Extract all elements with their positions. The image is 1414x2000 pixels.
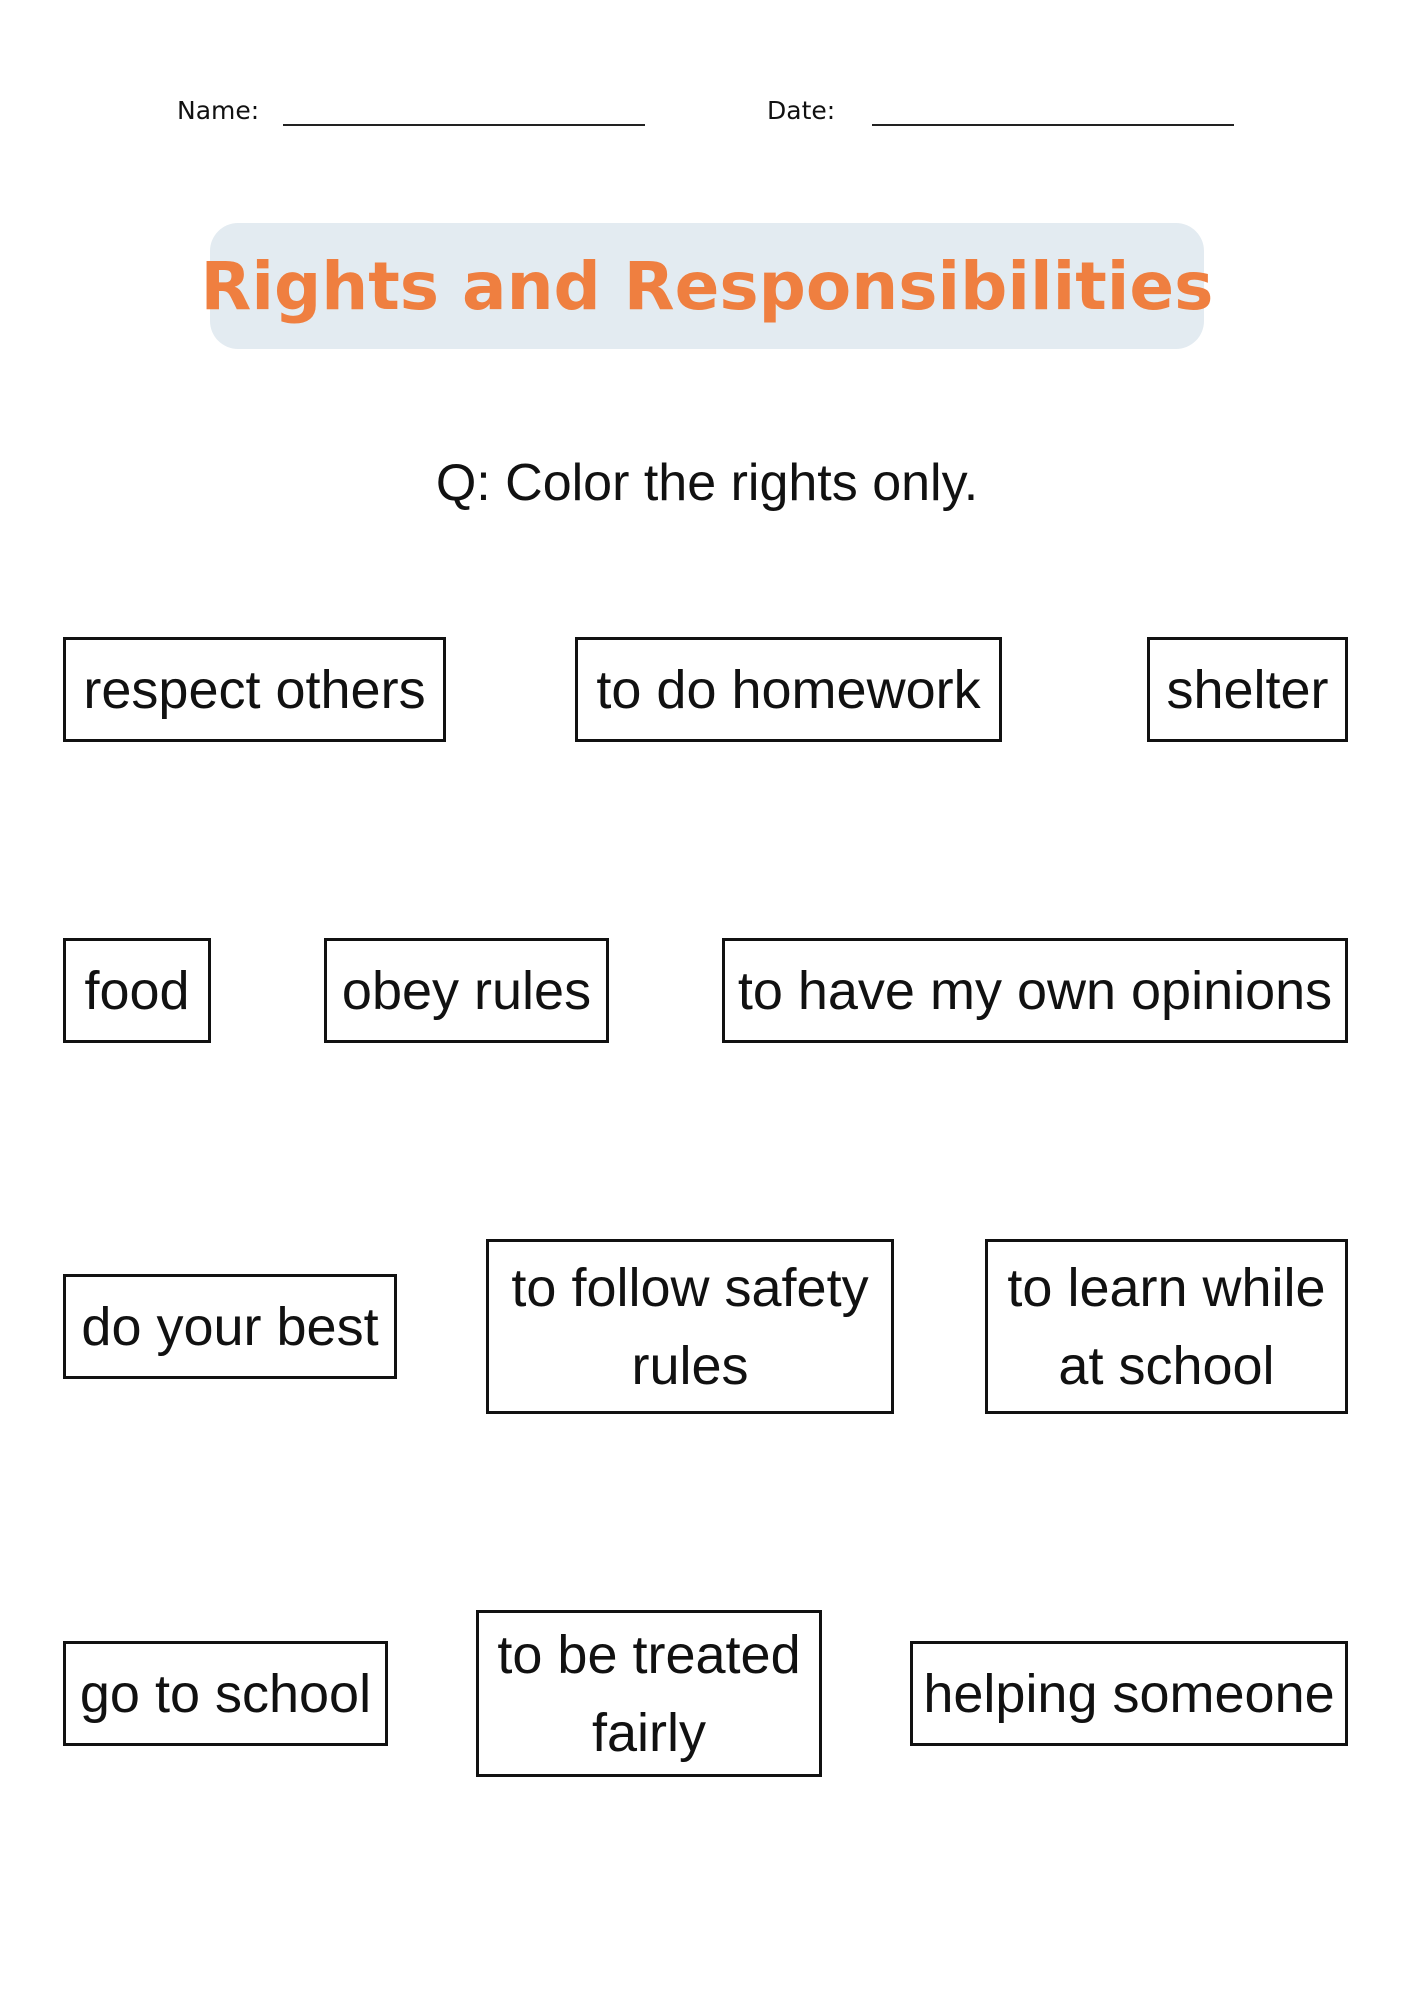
word-box-to-have-my-own-opinions[interactable]: to have my own opinions [722,938,1348,1043]
word-box-to-be-treated-fairly[interactable]: to be treated fairly [476,1610,822,1777]
word-box-respect-others[interactable]: respect others [63,637,446,742]
question-prompt: Q: Color the rights only. [435,454,979,512]
name-field[interactable] [283,124,645,126]
title-banner [200,223,1214,349]
page-title: Rights and Responsibilities [200,247,1214,325]
word-box-obey-rules[interactable]: obey rules [324,938,609,1043]
word-box-go-to-school[interactable]: go to school [63,1641,388,1746]
date-field[interactable] [872,124,1234,126]
word-box-to-learn-while-at-school[interactable]: to learn while at school [985,1239,1348,1414]
name-label: Name: [177,96,260,125]
word-box-to-follow-safety-rules[interactable]: to follow safety rules [486,1239,894,1414]
word-box-shelter[interactable]: shelter [1147,637,1348,742]
word-box-do-your-best[interactable]: do your best [63,1274,397,1379]
word-box-to-do-homework[interactable]: to do homework [575,637,1002,742]
date-label: Date: [767,96,836,125]
word-box-helping-someone[interactable]: helping someone [910,1641,1348,1746]
word-box-food[interactable]: food [63,938,211,1043]
